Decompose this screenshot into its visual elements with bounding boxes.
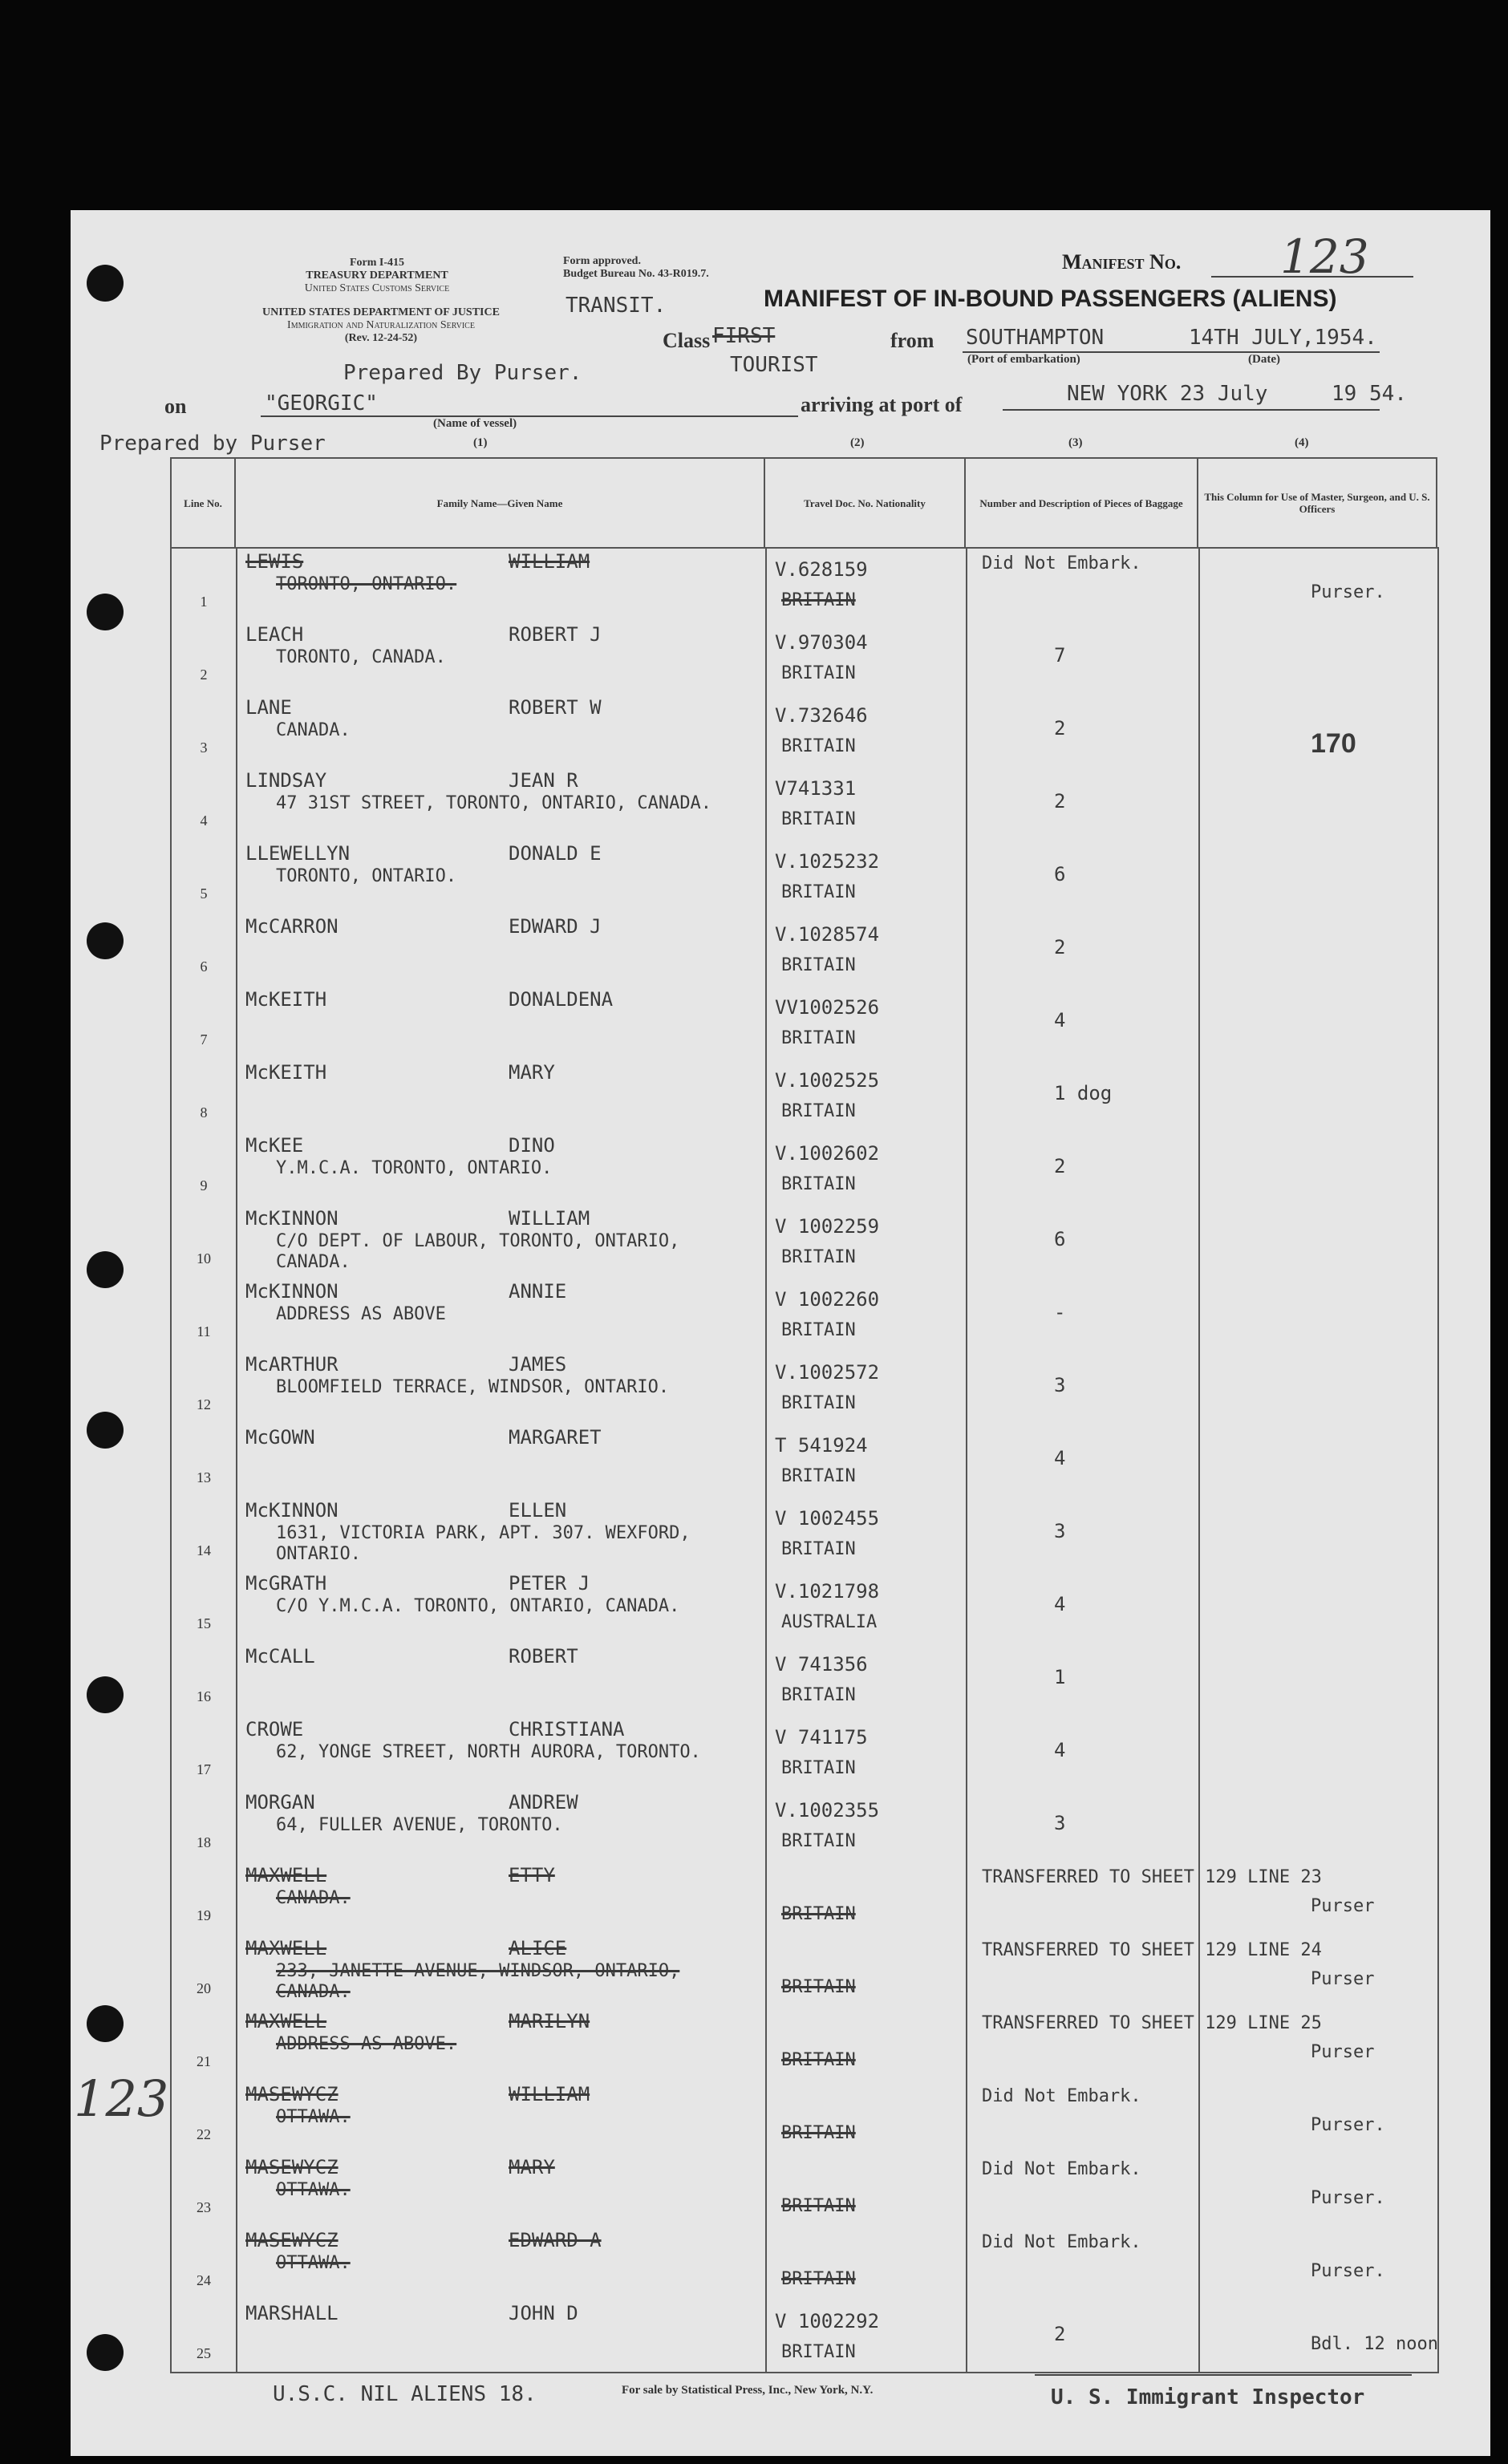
nationality: BRITAIN: [781, 1685, 856, 1705]
family-name: MORGAN: [245, 1791, 315, 1814]
col-officers: This Column for Use of Master, Surgeon, and U. S. Officers: [1198, 458, 1437, 548]
family-name: MASEWYCZ: [245, 2083, 338, 2105]
given-name: MARILYN: [509, 2010, 590, 2032]
baggage: TRANSFERRED TO SHEET 129 LINE 24: [982, 1940, 1322, 1960]
revision: (Rev. 12-24-52): [344, 332, 418, 344]
travel-doc-no: V.732646: [775, 704, 868, 727]
col-baggage: Number and Description of Pieces of Baggage: [965, 458, 1198, 548]
punch-hole: [87, 265, 124, 302]
officer-use: Purser.: [1311, 582, 1385, 602]
family-name: McKINNON: [245, 1207, 338, 1230]
family-name: McGOWN: [245, 1426, 315, 1449]
address: 64, FULLER AVENUE, TORONTO.: [276, 1815, 563, 1835]
address: ADDRESS AS ABOVE: [276, 1304, 446, 1324]
address: 233, JANETTE AVENUE, WINDSOR, ONTARIO, CANADA.: [276, 1961, 680, 2002]
manifest-rows: [170, 547, 1439, 2373]
baggage: 3: [1054, 1520, 1066, 1542]
baggage: 6: [1054, 1228, 1066, 1250]
given-name: MARGARET: [509, 1426, 602, 1449]
address: OTTAWA.: [276, 2253, 351, 2273]
address: CANADA.: [276, 1888, 351, 1908]
address: 1631, VICTORIA PARK, APT. 307. WEXFORD, ONTARIO.: [276, 1523, 691, 1564]
travel-doc-no: V.1002572: [775, 1361, 880, 1384]
given-name: DONALDENA: [509, 988, 614, 1011]
nationality: BRITAIN: [781, 2196, 856, 2216]
form-approved: Form approved.: [563, 255, 641, 267]
baggage: 3: [1054, 1812, 1066, 1834]
port-arrive: NEW YORK 23 July: [1067, 382, 1268, 406]
line-number: 24: [197, 2272, 211, 2288]
nationality: BRITAIN: [781, 736, 856, 756]
line-number: 10: [197, 1250, 211, 1266]
given-name: MARY: [509, 2156, 555, 2178]
punch-hole: [87, 2005, 124, 2042]
family-name: LINDSAY: [245, 769, 327, 792]
given-name: EDWARD J: [509, 915, 602, 938]
prepared-by-2: Prepared by Purser: [99, 432, 326, 456]
family-name: MAXWELL: [245, 2010, 327, 2032]
nationality: BRITAIN: [781, 590, 856, 610]
officer-use: 170: [1311, 728, 1356, 759]
nil-aliens: U.S.C. NIL ALIENS 18.: [273, 2382, 537, 2406]
nationality: BRITAIN: [781, 2050, 856, 2070]
officer-use: Bdl. 12 noon: [1311, 2334, 1438, 2354]
line-number: 20: [197, 1980, 211, 1996]
travel-doc-no: T 541924: [775, 1434, 868, 1457]
line-number: 1: [200, 594, 208, 610]
line-number: 13: [197, 1469, 211, 1485]
line-number: 21: [197, 2053, 211, 2069]
family-name: McARTHUR: [245, 1353, 338, 1376]
line-number: 14: [197, 1542, 211, 1558]
address: C/O DEPT. OF LABOUR, TORONTO, ONTARIO, CANADA.: [276, 1231, 680, 1272]
line-number: 5: [200, 886, 208, 902]
line-number: 18: [197, 1834, 211, 1850]
given-name: ALICE: [509, 1937, 567, 1959]
family-name: MAXWELL: [245, 1864, 327, 1886]
customs-service: United States Customs Service: [304, 282, 450, 294]
line-number: 7: [200, 1031, 208, 1048]
officer-use: Purser: [1311, 2042, 1375, 2062]
travel-doc-no: V741331: [775, 777, 857, 800]
given-name: ROBERT J: [509, 623, 602, 646]
date-embark: 14TH JULY,1954.: [1189, 326, 1377, 350]
baggage: 1: [1054, 1666, 1066, 1688]
baggage: 4: [1054, 1447, 1066, 1469]
travel-doc-no: V 1002259: [775, 1215, 880, 1238]
given-name: PETER J: [509, 1572, 590, 1595]
nationality: BRITAIN: [781, 2342, 856, 2362]
given-name: ELLEN: [509, 1499, 567, 1522]
travel-doc-no: V.1025232: [775, 850, 880, 873]
nationality: BRITAIN: [781, 955, 856, 975]
nationality: BRITAIN: [781, 1174, 856, 1194]
family-name: McKEE: [245, 1134, 304, 1157]
punch-hole: [87, 1412, 124, 1449]
manifest-no-label: Manifest No.: [1062, 250, 1182, 274]
officer-use: Purser: [1311, 1969, 1375, 1989]
nationality: BRITAIN: [781, 2123, 856, 2143]
line-number: 17: [197, 1761, 211, 1777]
family-name: McKINNON: [245, 1499, 338, 1522]
col-travel-doc: Travel Doc. No. Nationality: [764, 458, 965, 548]
baggage: 3: [1054, 1374, 1066, 1396]
given-name: ROBERT W: [509, 696, 602, 719]
nationality: BRITAIN: [781, 2269, 856, 2289]
punch-hole: [87, 1676, 124, 1713]
officer-use: Purser.: [1311, 2188, 1385, 2208]
line-number: 23: [197, 2199, 211, 2215]
baggage: Did Not Embark.: [982, 2159, 1141, 2179]
given-name: DONALD E: [509, 842, 602, 865]
baggage: 2: [1054, 2323, 1066, 2345]
given-name: WILLIAM: [509, 2083, 590, 2105]
nationality: BRITAIN: [781, 1977, 856, 1997]
manifest-title: MANIFEST OF IN-BOUND PASSENGERS (ALIENS): [764, 286, 1337, 312]
col-num-1: (1): [473, 436, 488, 449]
baggage: 2: [1054, 790, 1066, 813]
address: OTTAWA.: [276, 2107, 351, 2127]
travel-doc-no: V.1002602: [775, 1142, 880, 1165]
baggage: Did Not Embark.: [982, 2086, 1141, 2106]
baggage: -: [1054, 1301, 1066, 1323]
family-name: McKINNON: [245, 1280, 338, 1303]
family-name: McGRATH: [245, 1572, 327, 1595]
nationality: BRITAIN: [781, 1393, 856, 1413]
line-number: 4: [200, 813, 208, 829]
given-name: JOHN D: [509, 2302, 578, 2324]
class-label: Class: [663, 329, 711, 352]
family-name: LEACH: [245, 623, 304, 646]
arriving-label: arriving at port of: [801, 393, 963, 416]
line-number: 2: [200, 667, 208, 683]
travel-doc-no: V 741175: [775, 1726, 868, 1749]
given-name: WILLIAM: [509, 550, 590, 573]
treasury-dept: TREASURY DEPARTMENT: [306, 270, 448, 282]
officer-use: Purser.: [1311, 2261, 1385, 2281]
family-name: MAXWELL: [245, 1937, 327, 1959]
given-name: DINO: [509, 1134, 555, 1157]
transit: TRANSIT.: [566, 294, 667, 318]
date-caption: (Date): [1248, 353, 1280, 366]
punch-hole: [87, 2334, 124, 2371]
family-name: McKEITH: [245, 1061, 327, 1084]
baggage: Did Not Embark.: [982, 553, 1141, 573]
baggage: Did Not Embark.: [982, 2232, 1141, 2252]
family-name: MARSHALL: [245, 2302, 338, 2324]
travel-doc-no: V.628159: [775, 558, 868, 581]
given-name: ANDREW: [509, 1791, 578, 1814]
given-name: ETTY: [509, 1864, 555, 1886]
travel-doc-no: VV1002526: [775, 996, 880, 1019]
port-embark: SOUTHAMPTON: [966, 326, 1105, 350]
justice-dept: UNITED STATES DEPARTMENT OF JUSTICE: [262, 306, 500, 318]
col-num-4: (4): [1295, 436, 1309, 449]
travel-doc-no: V.1028574: [775, 923, 880, 946]
punch-hole: [87, 922, 124, 959]
address: Y.M.C.A. TORONTO, ONTARIO.: [276, 1158, 553, 1178]
line-number: 15: [197, 1615, 211, 1631]
nationality: BRITAIN: [781, 663, 856, 683]
punch-hole: [87, 1251, 124, 1288]
col-num-3: (3): [1068, 436, 1083, 449]
form-number: Form I-415: [349, 257, 405, 269]
ins-service: Immigration and Naturalization Service: [287, 319, 475, 331]
travel-doc-no: V.1002525: [775, 1069, 880, 1092]
baggage: 6: [1054, 863, 1066, 886]
punch-hole: [87, 594, 124, 630]
line-number: 6: [200, 958, 208, 975]
family-name: LANE: [245, 696, 292, 719]
baggage: 7: [1054, 644, 1066, 667]
line-number: 25: [197, 2345, 211, 2361]
travel-doc-no: V 1002260: [775, 1288, 880, 1311]
address: ADDRESS AS ABOVE.: [276, 2034, 457, 2054]
port-embark-caption: (Port of embarkation): [967, 353, 1080, 366]
budget-bureau: Budget Bureau No. 43-R019.7.: [563, 268, 709, 280]
given-name: ROBERT: [509, 1645, 578, 1668]
given-name: JAMES: [509, 1353, 567, 1376]
class-struck: FIRST: [712, 324, 776, 348]
baggage: 1 dog: [1054, 1082, 1113, 1104]
address: C/O Y.M.C.A. TORONTO, ONTARIO, CANADA.: [276, 1596, 680, 1616]
travel-doc-no: V 1002455: [775, 1507, 880, 1530]
address: 62, YONGE STREET, NORTH AURORA, TORONTO.: [276, 1742, 701, 1762]
baggage: 4: [1054, 1009, 1066, 1031]
prepared-by-1: Prepared By Purser.: [343, 361, 582, 385]
nationality: BRITAIN: [781, 1247, 856, 1267]
line-number: 16: [197, 1688, 211, 1704]
nationality: BRITAIN: [781, 1101, 856, 1121]
travel-doc-no: V.1002355: [775, 1799, 880, 1822]
vessel-name: "GEORGIC": [265, 391, 378, 415]
given-name: MARY: [509, 1061, 555, 1084]
line-number: 11: [197, 1323, 211, 1339]
given-name: CHRISTIANA: [509, 1718, 625, 1741]
family-name: CROWE: [245, 1718, 304, 1741]
manifest-table-header: [170, 457, 1437, 549]
nationality: BRITAIN: [781, 1320, 856, 1340]
baggage: 4: [1054, 1593, 1066, 1615]
address: TORONTO, ONTARIO.: [276, 866, 457, 886]
family-name: LLEWELLYN: [245, 842, 351, 865]
address: TORONTO, ONTARIO.: [276, 574, 457, 594]
class-value: TOURIST: [730, 353, 818, 377]
family-name: McCALL: [245, 1645, 315, 1668]
officer-use: Purser: [1311, 1896, 1375, 1916]
col-num-2: (2): [850, 436, 865, 449]
inspector-label: U. S. Immigrant Inspector: [1051, 2385, 1365, 2409]
given-name: WILLIAM: [509, 1207, 590, 1230]
baggage: 2: [1054, 1155, 1066, 1177]
baggage: 2: [1054, 717, 1066, 740]
line-number: 9: [200, 1177, 208, 1194]
nationality: AUSTRALIA: [781, 1612, 878, 1632]
line-number: 12: [197, 1396, 211, 1412]
baggage: 4: [1054, 1739, 1066, 1761]
address: CANADA.: [276, 720, 351, 740]
family-name: McKEITH: [245, 988, 327, 1011]
col-line-no: Line No.: [171, 458, 235, 548]
line-number: 3: [200, 740, 208, 756]
address: OTTAWA.: [276, 2180, 351, 2200]
nationality: BRITAIN: [781, 1539, 856, 1559]
nationality: BRITAIN: [781, 1028, 856, 1048]
manifest-no-value: 123: [1280, 229, 1369, 284]
nationality: BRITAIN: [781, 882, 856, 902]
year-arrive: 19 54.: [1332, 382, 1407, 406]
baggage: TRANSFERRED TO SHEET 129 LINE 25: [982, 2013, 1322, 2033]
line-number: 19: [197, 1907, 211, 1923]
from-label: from: [890, 329, 934, 352]
travel-doc-no: V 1002292: [775, 2310, 880, 2332]
nationality: BRITAIN: [781, 1904, 856, 1924]
address: BLOOMFIELD TERRACE, WINDSOR, ONTARIO.: [276, 1377, 670, 1397]
family-name: LEWIS: [245, 550, 304, 573]
nationality: BRITAIN: [781, 809, 856, 829]
family-name: MASEWYCZ: [245, 2156, 338, 2178]
travel-doc-no: V.970304: [775, 631, 868, 654]
nationality: BRITAIN: [781, 1831, 856, 1851]
given-name: JEAN R: [509, 769, 578, 792]
nationality: BRITAIN: [781, 1466, 856, 1486]
on-label: on: [164, 395, 187, 418]
given-name: EDWARD A: [509, 2229, 602, 2251]
travel-doc-no: V 741356: [775, 1653, 868, 1676]
margin-note: 123: [74, 2069, 169, 2128]
col-name: Family Name—Given Name: [235, 458, 764, 548]
nationality: BRITAIN: [781, 1758, 856, 1778]
travel-doc-no: V.1021798: [775, 1580, 880, 1603]
printer-line: For sale by Statistical Press, Inc., New York, N.Y.: [622, 2384, 874, 2397]
line-number: 22: [197, 2126, 211, 2142]
given-name: ANNIE: [509, 1280, 567, 1303]
family-name: McCARRON: [245, 915, 338, 938]
vessel-caption: (Name of vessel): [433, 417, 517, 430]
address: TORONTO, CANADA.: [276, 647, 446, 667]
line-number: 8: [200, 1104, 208, 1121]
baggage: TRANSFERRED TO SHEET 129 LINE 23: [982, 1867, 1322, 1887]
family-name: MASEWYCZ: [245, 2229, 338, 2251]
baggage: 2: [1054, 936, 1066, 958]
officer-use: Purser.: [1311, 2115, 1385, 2135]
address: 47 31ST STREET, TORONTO, ONTARIO, CANADA.: [276, 793, 712, 813]
